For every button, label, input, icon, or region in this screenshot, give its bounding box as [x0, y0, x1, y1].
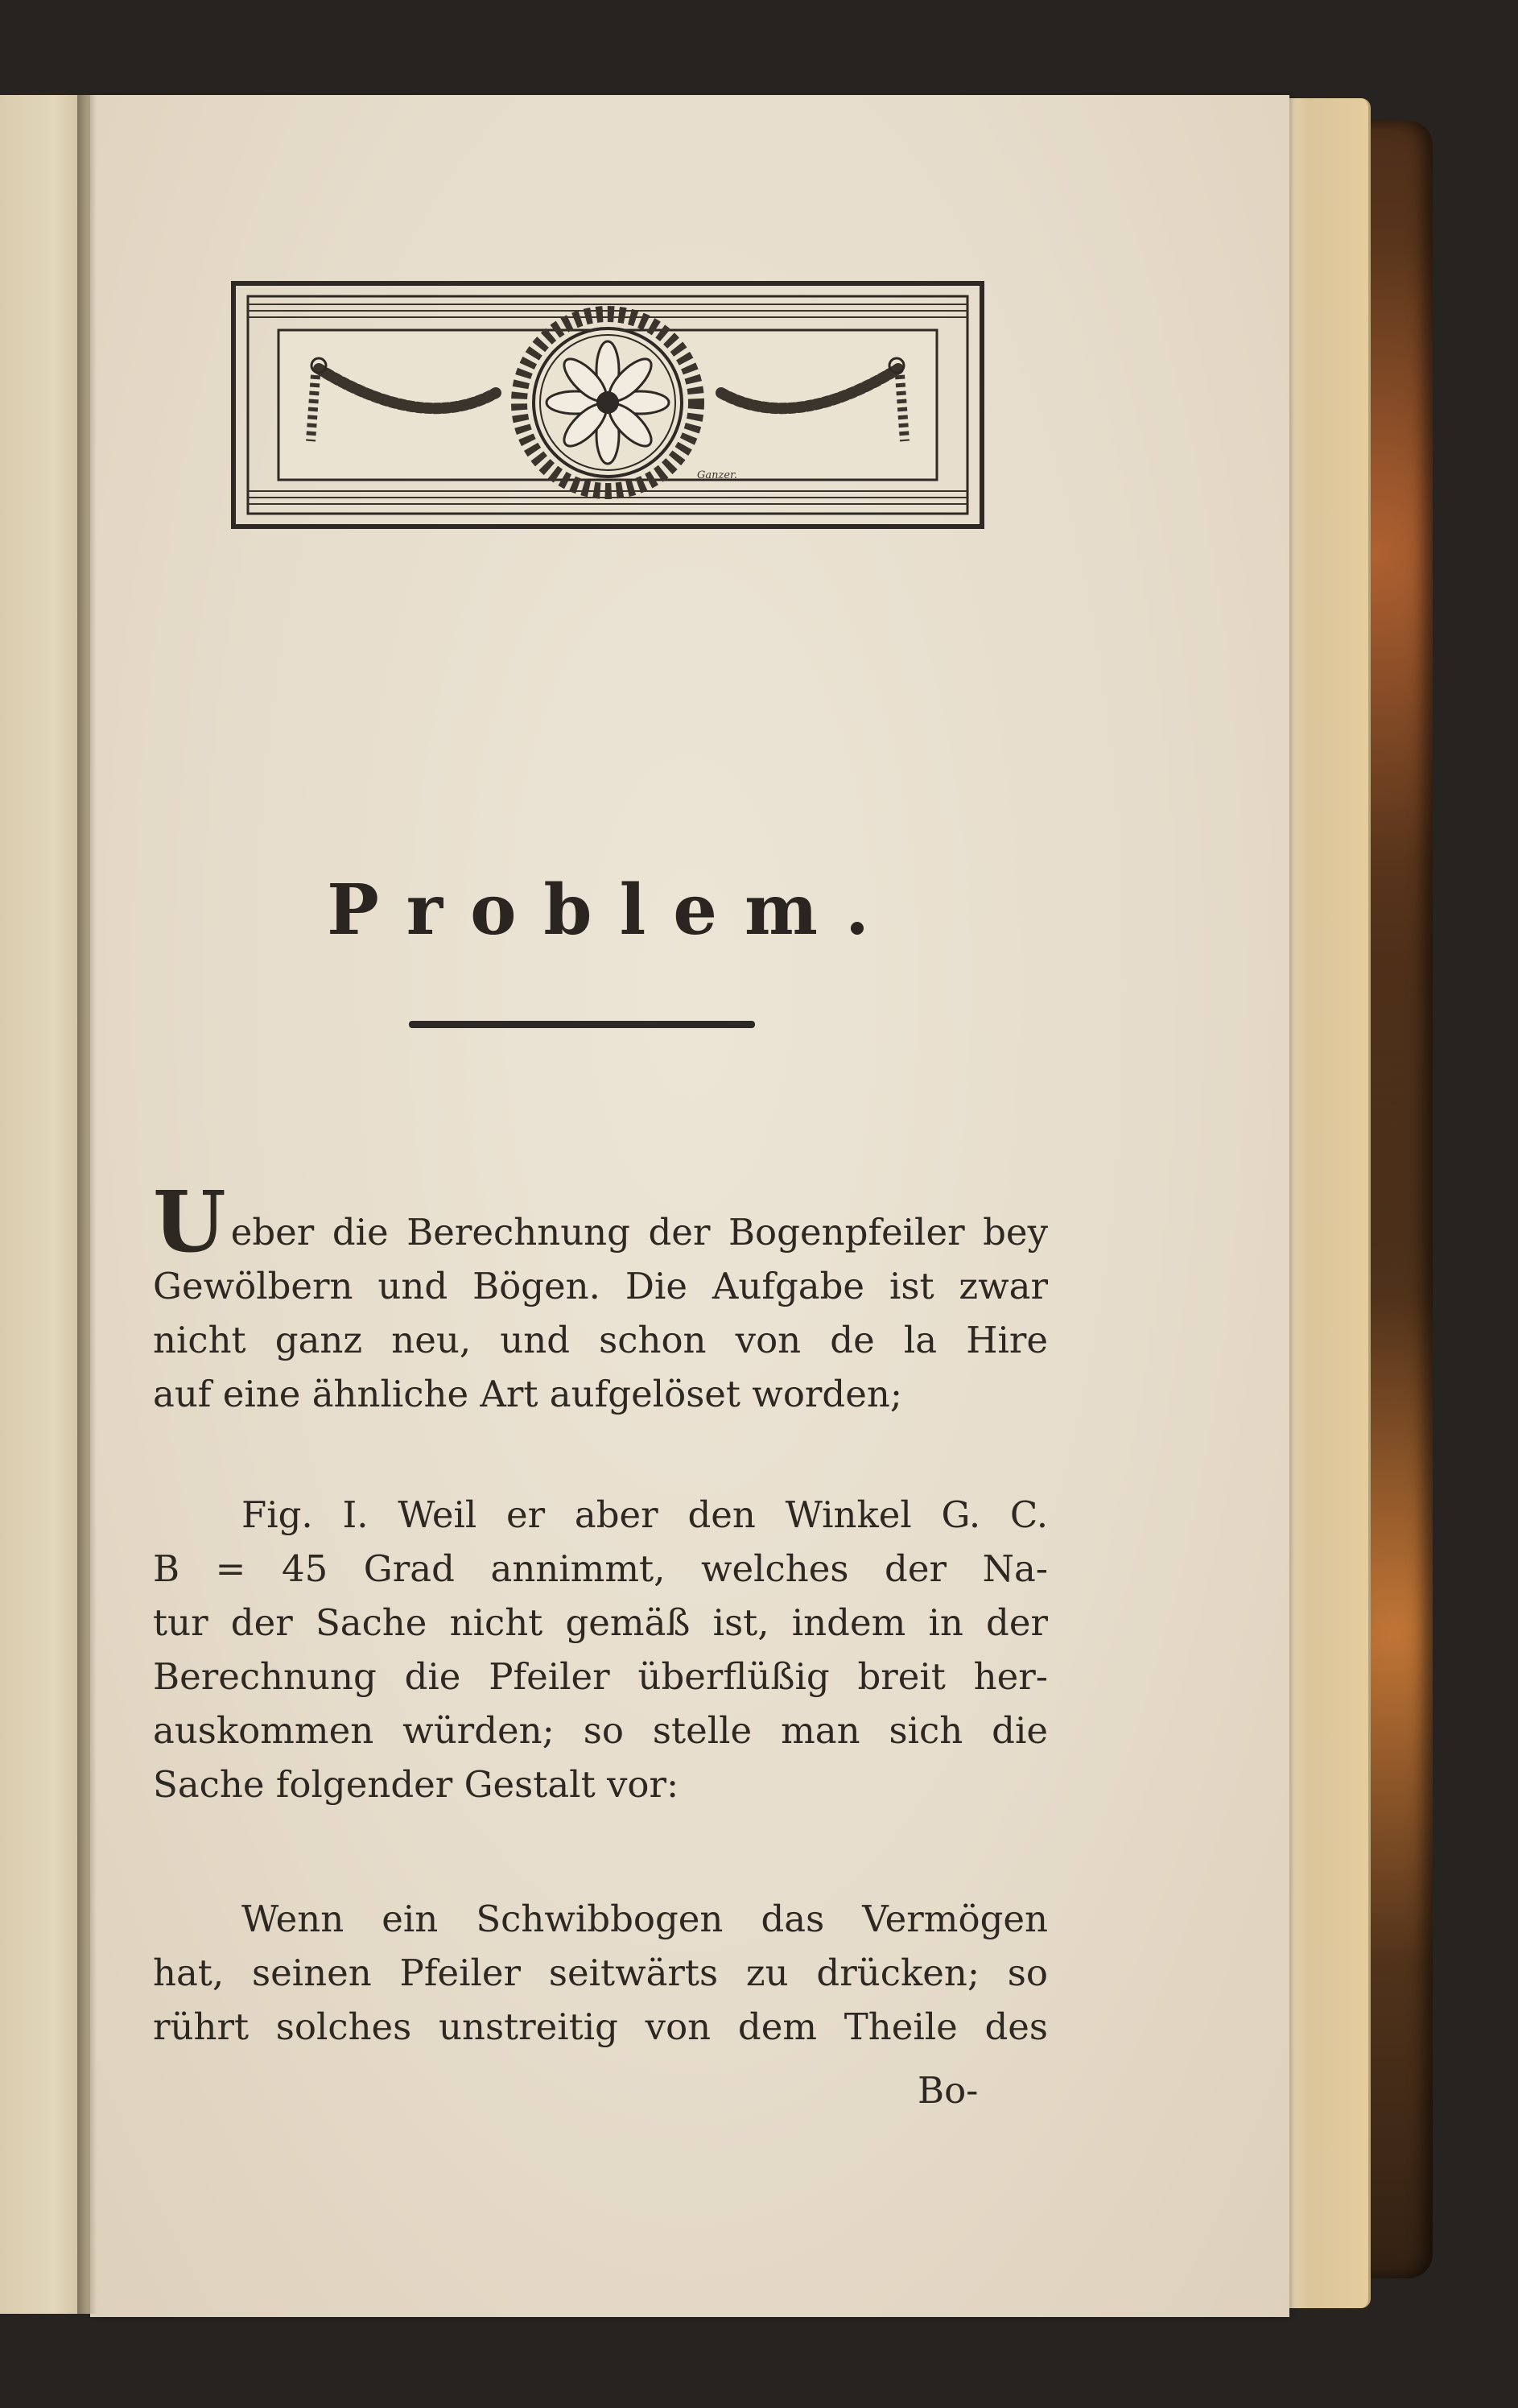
ornament-signature: Ganzer.	[697, 469, 737, 481]
text-line: hat, seinen Pfeiler seitwärts zu drücken; so	[153, 1952, 1048, 1994]
text-line: Gewölbern und Bögen. Die Aufgabe ist zwar	[153, 1265, 1048, 1307]
text-line: Ueber die Berechnung der Bogenpfeiler bey	[153, 1172, 1048, 1271]
book-gutter	[77, 95, 97, 2314]
paragraph-3	[153, 1892, 1048, 2054]
paragraph-1	[153, 1172, 1048, 1421]
text-line: nicht ganz neu, und schon von de la Hire	[153, 1319, 1048, 1361]
chapter-title: Problem.	[327, 869, 897, 951]
text-line: auskommen würden; so stelle man sich die	[153, 1709, 1048, 1752]
text-line: Fig. I. Weil er aber den Winkel G. C.	[241, 1493, 1048, 1536]
title-rule	[409, 1021, 755, 1028]
text-line: B = 45 Grad annimmt, welches der Na-	[153, 1547, 1048, 1590]
headpiece-ornament	[230, 280, 985, 530]
text-line: rührt solches unstreitig von dem Theile des	[153, 2005, 1048, 2048]
paragraph-2	[153, 1488, 1048, 1811]
text-line: Wenn ein Schwibbogen das Vermögen	[241, 1898, 1048, 1940]
drop-cap: U	[153, 1172, 226, 1271]
catchword: Bo-	[918, 2069, 979, 2112]
text-line: tur der Sache nicht gemäß ist, indem in der	[153, 1601, 1048, 1644]
text-line: Sache folgender Gestalt vor:	[153, 1763, 679, 1806]
text-line: auf eine ähnliche Art aufgelöset worden;	[153, 1373, 903, 1415]
text-line: Berechnung die Pfeiler überflüßig breit her-	[153, 1655, 1048, 1698]
